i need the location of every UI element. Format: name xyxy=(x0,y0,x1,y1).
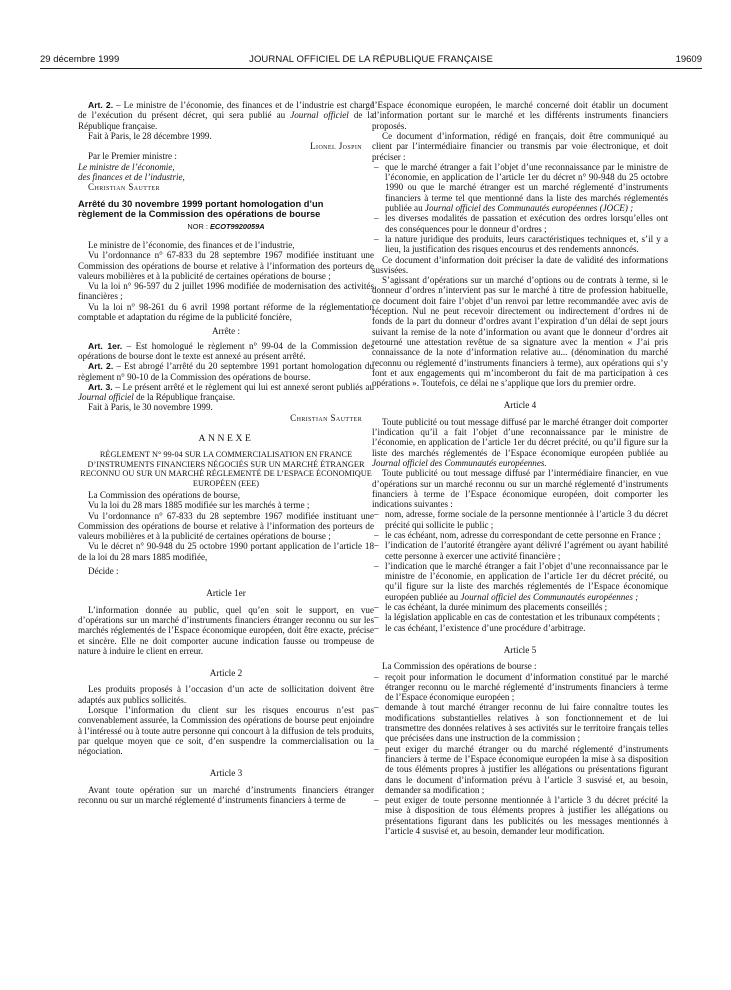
list-item: – nom, adresse, forme sociale de la personne mentionnée à l’article 3 du décret précité qui sollicite le public ; xyxy=(372,509,668,530)
article-4-heading: Article 4 xyxy=(503,400,537,411)
list-item: – la nature juridique des produits, leurs caractéristiques techniques et, s’il y a lieu, la justification des risques encourus et des rendements annoncés. xyxy=(372,234,668,255)
signature-sautter-2: Christian Sautter xyxy=(290,412,362,423)
article-2-heading: Article 2 xyxy=(209,668,243,679)
article-1-heading: Article 1er xyxy=(206,588,246,599)
nor-reference: NOR : ECOT9920059A xyxy=(187,221,265,231)
article-5-text-1: La Commission des opérations de bourse : xyxy=(382,661,537,672)
prev-decree-fait: Fait à Paris, le 28 décembre 1999. xyxy=(88,130,212,141)
article-4-text-1: Toute publicité ou tout message diffusé par le marché étranger doit comporter l’indication qu’il a fait l’objet d’une reconnaissance par le ministre de l’économie, en application de l’article 1er du décret précité, ou qu’il figure sur la liste des marchés réglementés de l’Espace économique européen publiée au Journal officiel des Communautés européennes. xyxy=(372,416,668,468)
arrete-vu-loi-1996: Vu la loi n° 96-597 du 2 juillet 1996 modifiée de modernisation des activités financières ; xyxy=(78,281,374,302)
article-3-text-1: Avant toute opération sur un marché d’instruments financiers étranger reconnu ou sur un marché réglementé d’instruments financiers à terme de xyxy=(78,784,374,806)
list-item: – l’indication de l’autorité étrangère ayant délivré l’agrément ou ayant habilité cette personne à exercer une activité financière ; xyxy=(372,540,668,561)
arrete-preamble-minister: Le ministre de l’économie, des finances et de l’industrie, xyxy=(88,239,295,250)
left-column xyxy=(78,100,374,806)
signature-jospin: Lionel Jospin xyxy=(310,141,362,152)
list-item: – peut exiger de toute personne mentionnée à l’article 3 du décret précité la mise à disposition de tous éléments propres à justifier les allégations ou présentations figurant dans les publicités ou les messages mentionnés à l’article 4 susvisé et, au besoin, demander leur modification. xyxy=(372,795,668,836)
arrete-article-2: Art. 2. – Est abrogé l’arrêté du 20 septembre 1991 portant homologation du règlement n° 90-10 de la Commission des opérations de bourse. xyxy=(78,361,374,382)
article-2-text-2: Lorsque l’information du client sur les risques encourus n’est pas convenablement assurée, la Commission des opérations de bourse peut enjoindre à l’intéressé ou à toute autre personne qui concourt à la diffusion de tels produits, par quelque moyen que ce soit, d’en suspendre la commercialisation ou la négociation. xyxy=(78,704,374,757)
page-header xyxy=(40,54,702,68)
article-5-list xyxy=(372,672,668,837)
annexe-vu-decret: Vu le décret n° 90-948 du 25 octobre 1990 portant application de l’article 18 de la loi du 28 mars 1885 modifiée, xyxy=(78,541,374,562)
header-date: 29 décembre 1999 xyxy=(40,54,120,65)
annexe-vu-ordonnance: Vu l’ordonnance n° 67-833 du 28 septembre 1967 modifiée instituant une Commission des opérations de bourse et relative à l’information des porteurs de valeurs mobilières et à la publicité de certaines opérations de bourse ; xyxy=(78,510,374,542)
annexe-vu-loi-1885: Vu la loi du 28 mars 1885 modifiée sur les marchés à terme ; xyxy=(88,500,310,511)
right-column xyxy=(372,100,668,836)
list-item: – le cas échéant, la durée minimum des placements conseillés ; xyxy=(372,602,668,612)
annexe-title: RÈGLEMENT N° 99-04 SUR LA COMMERCIALISATION EN FRANCE D’INSTRUMENTS FINANCIERS NÉGOCIÉS SUR UN MARCHÉ ÉTRANGER RECONNU OU SUR UN MARCHÉ RÉGLEMENTÉ DE L’ESPACE ÉCONOMIQUE EUROPÉEN (EEE) xyxy=(80,450,372,488)
header-rule xyxy=(40,68,702,69)
article-3-text-1-continued: l’Espace économique européen, le marché concerné doit établir un document d’information portant sur le marché et les différents instruments financiers proposés. xyxy=(372,100,668,131)
list-item: – les diverses modalités de passation et exécution des ordres lorsqu’elles ont des conséquences pour le donneur d’ordres ; xyxy=(372,213,668,234)
article-3-text-3: Ce document d’information doit préciser la date de validité des informations susvisées. xyxy=(372,254,668,275)
list-item: – que le marché étranger a fait l’objet d’une reconnaissance par le ministre de l’économie, en application de l’article 1er du décret n° 90-948 du 25 octobre 1990 ou que le marché étranger est un marché réglementé d’instruments financiers à terme tel que mentionné dans la liste des marchés réglementés publiée au Journal officiel des Communautés européennes (JOCE) ; xyxy=(372,162,668,213)
header-page-number: 19609 xyxy=(675,54,702,65)
header-journal-title: JOURNAL OFFICIEL DE LA RÉPUBLIQUE FRANÇAISE xyxy=(249,54,493,65)
arrete-article-1: Art. 1er. – Est homologué le règlement n° 99-04 de la Commission des opérations de bourse dont le texte est annexé au présent arrêté. xyxy=(78,340,374,361)
list-item: – reçoit pour information le document d’information constitué par le marché étranger reconnu ou le marché réglementé d’instruments financiers à terme de l’Espace économique européen ; xyxy=(372,672,668,703)
article-2-text-1: Les produits proposés à l’occasion d’un acte de sollicitation doivent être adaptés aux publics sollicités. xyxy=(78,684,374,705)
arrete-fait: Fait à Paris, le 30 novembre 1999. xyxy=(88,402,213,413)
arrete-title: Arrêté du 30 novembre 1999 portant homologation d’un règlement de la Commission des opérations de bourse xyxy=(78,198,324,219)
minister-title-line2: des finances et de l’industrie, xyxy=(78,172,185,183)
arrete-arrete: Arrête : xyxy=(211,326,241,337)
list-item: – le cas échéant, l’existence d’une procédure d’arbitrage. xyxy=(372,623,668,633)
arrete-vu-ordonnance: Vu l’ordonnance n° 67-833 du 28 septembre 1967 modifiée instituant une Commission des opérations de bourse et relative à l’information des porteurs de valeurs mobilières et à la publicité de certaines opérations de bourse ; xyxy=(78,250,374,281)
article-3-list xyxy=(372,162,668,255)
minister-title-line1: Le ministre de l’économie, xyxy=(78,161,175,172)
article-1-text: L’information donnée au public, quel qu’en soit le support, en vue d’opérations sur un marché d’instruments financiers étranger reconnu ou sur les marchés réglementés de l’Espace économique européen, doit être exacte, précise et sincère. Elle ne doit comporter aucune indication fausse ou trompeuse de nature à induire le client en erreur. xyxy=(78,604,374,656)
article-4-list xyxy=(372,509,668,633)
article-3-text-4: S’agissant d’opérations sur un marché d’options ou de contrats à terme, si le donneur d’ordres n’intervient pas sur le marché à titre de profession habituelle, ce document doit faire l’objet d’un renvoi par lettre recommandée avec avis de réception. Nul ne peut recevoir directement ou indirectement d’ordres ni de fonds de la part du donneur d’ordres avant l’expiration d’un délai de sept jours suivant la remise de la note d’information ou avant que le donneur d’ordres ait retourné une attestation revêtue de sa signature avec la mention « J’ai pris connaissance de la note d’information relative au... (dénomination du marché reconnu ou réglementé d’instruments financiers à terme), aux opérations qui s’y font et aux engagements qui m’incomberont du fait de ma participation à ces opérations ». Toutefois, ce délai ne s’applique que lors du premier ordre. xyxy=(372,275,668,389)
par-le-premier-ministre: Par le Premier ministre : xyxy=(88,151,177,162)
prev-decree-article-2: Art. 2. – Le ministre de l’économie, des finances et de l’industrie est chargé de l’exécution du présent décret, qui sera publié au Journal officiel de la République française. xyxy=(78,100,374,131)
annexe-heading: ANNEXE xyxy=(198,433,254,445)
list-item: – peut exiger du marché étranger ou du marché réglementé d’instruments financiers à terme de l’Espace économique européen la mise à sa disposition de tous éléments propres à justifier les allégations ou présentations figurant dans le document d’information prévu à l’article 3 susvisé et, au besoin, demander sa modification ; xyxy=(372,744,668,795)
annexe-commission: La Commission des opérations de bourse, xyxy=(88,489,241,500)
list-item: – la législation applicable en cas de contestation et les tribunaux compétents ; xyxy=(372,612,668,622)
article-3-text-2: Ce document d’information, rédigé en français, doit être communiqué au client par l’intermédiaire financier ou transmis par voie électronique, et doit préciser : xyxy=(372,131,668,162)
arrete-article-3: Art. 3. – Le présent arrêté et le règlement qui lui est annexé seront publiés au Journal officiel de la République française. xyxy=(78,381,374,403)
article-4-text-2: Toute publicité ou tout message diffusé par l’intermédiaire financier, en vue d’opérations sur un marché reconnu ou sur un marché réglementé d’instruments financiers à terme de l’Espace économique européen, doit comporter les indications suivantes : xyxy=(372,468,668,510)
signature-sautter-1: Christian Sautter xyxy=(88,182,160,193)
list-item: – demande à tout marché étranger reconnu de lui faire connaître toutes les modifications substantielles relatives à son fonctionnement et de lui transmettre des données relatives à ses activités sur le territoire français telles que précisées dans une instruction de la commission ; xyxy=(372,702,668,743)
article-3-heading: Article 3 xyxy=(209,768,243,779)
arrete-vu-loi-1998: Vu la loi n° 98-261 du 6 avril 1998 portant réforme de la réglementation comptable et adaptation du régime de la publicité foncière, xyxy=(78,301,374,323)
list-item: – l’indication que le marché étranger a fait l’objet d’une reconnaissance par le ministre de l’économie, en application de l’article 1er du décret précité, ou qu’il figure sur la liste des marchés réglementés de l’Espace économique européen publiée au Journal officiel des Communautés européennes ; xyxy=(372,561,668,602)
article-5-heading: Article 5 xyxy=(503,644,537,655)
annexe-decide: Décide : xyxy=(88,566,119,577)
list-item: – le cas échéant, nom, adresse du correspondant de cette personne en France ; xyxy=(372,530,668,540)
